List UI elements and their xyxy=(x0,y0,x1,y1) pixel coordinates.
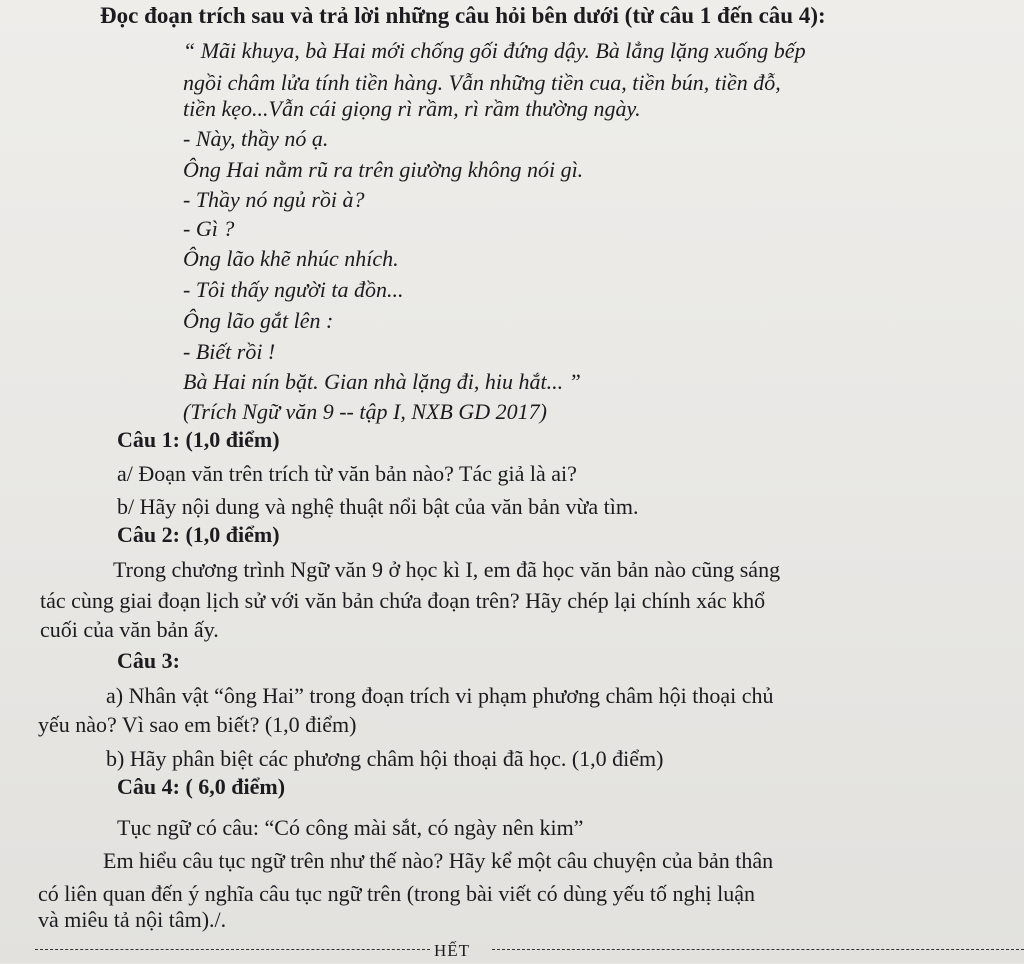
question-3-part-b: b) Hãy phân biệt các phương châm hội thoại đã học. (1,0 điểm) xyxy=(106,746,664,771)
question-4-line: và miêu tả nội tâm)./. xyxy=(38,907,227,932)
excerpt-line: Ông Hai nằm rũ ra trên giường không nói gì. xyxy=(183,157,584,182)
instruction-heading: Đọc đoạn trích sau và trả lời những câu hỏi bên dưới (từ câu 1 đến câu 4): xyxy=(100,3,826,28)
footer-divider-left xyxy=(35,949,430,950)
end-marker: HẾT xyxy=(434,941,471,960)
question-4-proverb: Tục ngữ có câu: “Có công mài sắt, có ngày nên kim” xyxy=(117,815,584,840)
question-1-part-b: b/ Hãy nội dung và nghệ thuật nổi bật của văn bản vừa tìm. xyxy=(117,494,639,519)
question-2-line: Trong chương trình Ngữ văn 9 ở học kì I, em đã học văn bản nào cũng sáng xyxy=(113,557,781,582)
question-1-part-a: a/ Đoạn văn trên trích từ văn bản nào? Tác giả là ai? xyxy=(117,461,577,486)
excerpt-line: - Gì ? xyxy=(183,216,235,241)
footer-divider-right xyxy=(492,949,1024,950)
excerpt-line: Ông lão gắt lên : xyxy=(183,308,334,333)
question-2-line: cuối của văn bản ấy. xyxy=(40,617,219,642)
question-2-line: tác cùng giai đoạn lịch sử với văn bản chứa đoạn trên? Hãy chép lại chính xác khổ xyxy=(40,588,766,613)
excerpt-line: - Thầy nó ngủ rồi à? xyxy=(183,187,365,212)
question-4-title: Câu 4: ( 6,0 điểm) xyxy=(117,774,286,799)
excerpt-line: “ Mãi khuya, bà Hai mới chống gối đứng dậy. Bà lẳng lặng xuống bếp xyxy=(183,38,806,63)
excerpt-line: - Tôi thấy người ta đồn... xyxy=(183,277,404,302)
excerpt-line: tiền kẹo...Vẫn cái giọng rì rầm, rì rầm thường ngày. xyxy=(183,96,641,121)
excerpt-line: - Biết rồi ! xyxy=(183,339,276,364)
excerpt-line: ngồi châm lửa tính tiền hàng. Vẫn những tiền cua, tiền bún, tiền đỗ, xyxy=(183,70,781,95)
question-3-part-a: yếu nào? Vì sao em biết? (1,0 điểm) xyxy=(38,712,357,737)
question-4-line: có liên quan đến ý nghĩa câu tục ngữ trên (trong bài viết có dùng yếu tố nghị luận xyxy=(38,881,755,906)
excerpt-line: - Này, thầy nó ạ. xyxy=(183,126,329,151)
question-4-line: Em hiểu câu tục ngữ trên như thế nào? Hãy kể một câu chuyện của bản thân xyxy=(103,848,774,873)
excerpt-line: Bà Hai nín bặt. Gian nhà lặng đi, hiu hắt... ” xyxy=(183,369,581,394)
excerpt-line: Ông lão khẽ nhúc nhích. xyxy=(183,246,399,271)
question-3-title: Câu 3: xyxy=(117,648,180,673)
question-3-part-a: a) Nhân vật “ông Hai” trong đoạn trích vi phạm phương châm hội thoại chủ xyxy=(106,683,774,708)
question-1-title: Câu 1: (1,0 điểm) xyxy=(117,427,280,452)
question-2-title: Câu 2: (1,0 điểm) xyxy=(117,522,280,547)
excerpt-source: (Trích Ngữ văn 9 -- tập I, NXB GD 2017) xyxy=(183,399,547,424)
